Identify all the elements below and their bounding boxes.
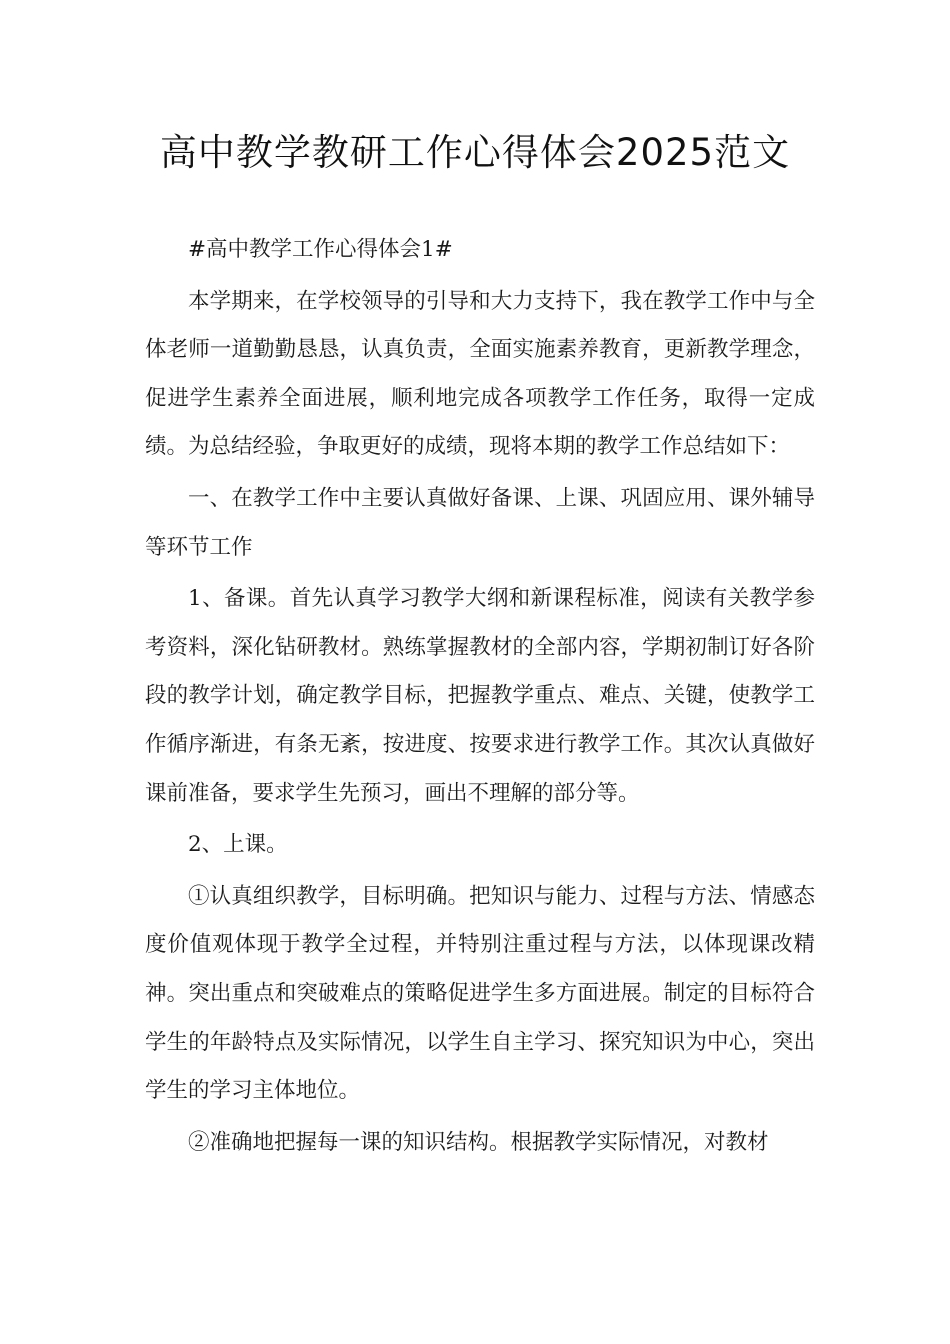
document-body — [145, 226, 815, 1170]
paragraph: 1、备课。首先认真学习教学大纲和新课程标准，阅读有关教学参考资料，深化钻研教材。熟练掌握教材的全部内容，学期初制订好各阶段的教学计划，确定教学目标，把握教学重点、难点、关键，使教学工作循序渐进，有条无紊，按进度、按要求进行教学工作。其次认真做好课前准备，要求学生先预习，画出不理解的部分等。 — [145, 586, 815, 806]
paragraph: 一、在教学工作中主要认真做好备课、上课、巩固应用、课外辅导等环节工作 — [145, 485, 815, 560]
document-title: 高中教学教研工作心得体会2025范文 — [159, 131, 791, 174]
paragraph: 本学期来，在学校领导的引导和大力支持下，我在教学工作中与全体老师一道勤勤恳恳，认真负责，全面实施素养教育，更新教学理念，促进学生素养全面进展，顺利地完成各项教学工作任务，取得一定成绩。为总结经验，争取更好的成绩，现将本期的教学工作总结如下： — [145, 288, 815, 460]
paragraph: ①认真组织教学，目标明确。把知识与能力、过程与方法、情感态度价值观体现于教学全过程，并特别注重过程与方法，以体现课改精神。突出重点和突破难点的策略促进学生多方面进展。制定的目标符合学生的年龄特点及实际情况，以学生自主学习、探究知识为中心，突出学生的学习主体地位。 — [145, 883, 815, 1104]
section-heading: #高中教学工作心得体会1# — [188, 237, 453, 262]
paragraph: ②准确地把握每一课的知识结构。根据教学实际情况，对教材 — [188, 1129, 769, 1155]
paragraph: 2、上课。 — [188, 832, 288, 858]
